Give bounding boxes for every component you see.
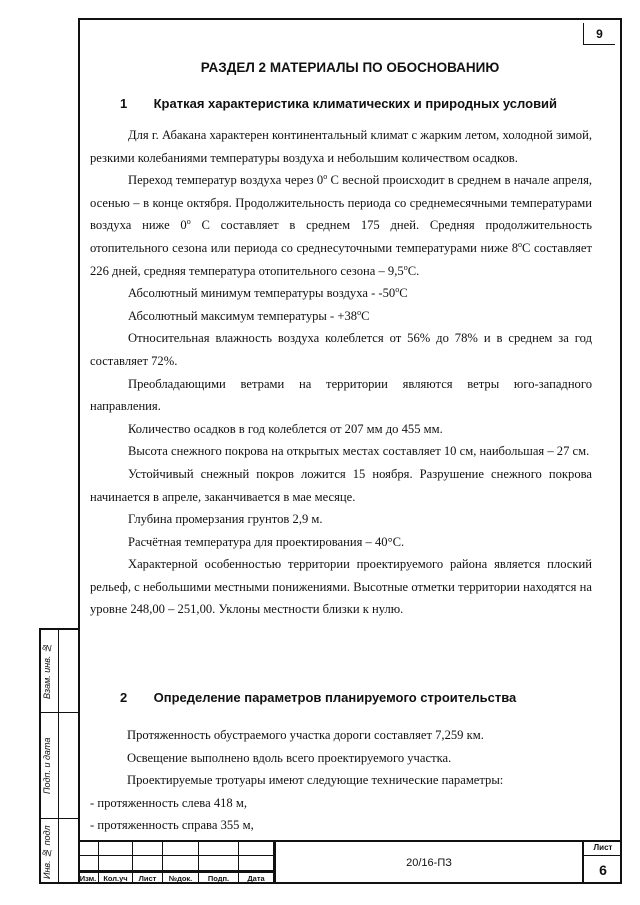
paragraph: Высота снежного покрова на открытых местах составляет 10 см, наибольшая – 27 см. bbox=[128, 444, 590, 459]
paragraph: Абсолютный максимум температуры - $+38^оС$ bbox=[128, 307, 370, 323]
sheet-label: Лист bbox=[584, 842, 622, 856]
paragraph: Устойчивый снежный покров ложится 15 ноября. Разрушение снежного покрова начинается в апреле, заканчивается в мае месяце. bbox=[90, 466, 592, 504]
parameters-text bbox=[90, 724, 597, 837]
stamp-header-change: Изм. bbox=[78, 871, 99, 884]
paragraph: Освещение выполнено вдоль всего проектируемого участка. bbox=[127, 750, 452, 765]
title-block bbox=[78, 840, 622, 884]
page-number-box: 9 bbox=[583, 23, 615, 45]
stamp-header-date: Дата bbox=[239, 871, 274, 884]
heading-text: Краткая характеристика климатических и природных условий bbox=[153, 96, 558, 111]
paragraph: Переход температур воздуха через $0^о$ С весной происходит в среднем в начале апреля, осенью – в конце октября. Продолжительность периода со среднемесячными температурами воздуха ниже $0^о$ С составляет в среднем 175 дней. Средняя продолжительность отопительного сезона или периода со среднесуточными температурами ниже $8^оС$ составляет 226 дней, средняя температура отопительного сезона – $9,5^оС$. bbox=[90, 172, 593, 278]
side-stamp bbox=[39, 628, 78, 884]
sheet-box bbox=[582, 840, 622, 884]
paragraph: Абсолютный минимум температуры воздуха - $-50^оС$ bbox=[128, 284, 408, 301]
stamp-header-sheet: Лист bbox=[133, 871, 163, 884]
list-item: - протяженность справа 355 м, bbox=[90, 818, 254, 833]
paragraph: Количество осадков в год колеблется от 207 мм до 455 мм. bbox=[128, 421, 443, 436]
side-label-sign-date: Подп. и дата bbox=[42, 737, 52, 795]
paragraph: Характерной особенностью территории проектируемого района является плоский рельеф, с небольшими местными понижениями. Высотные отметки территории находятся на уровне 248,00 – 251,00. Уклоны местности близки к нулю. bbox=[90, 557, 592, 617]
paragraph: Относительная влажность воздуха колеблется от 56% до 78% и в среднем за год составляет 72%. bbox=[90, 331, 592, 368]
stamp-header-count: Кол.уч bbox=[99, 871, 133, 884]
side-label-orig-inv: Инв. № подл bbox=[42, 825, 52, 879]
stamp-header-sign: Подп. bbox=[199, 871, 239, 884]
stamp-header-docnum: №док. bbox=[163, 871, 199, 884]
document-code: 20/16-ПЗ bbox=[274, 840, 582, 884]
paragraph: Протяженность обустраемого участка дороги составляет 7,259 км. bbox=[127, 728, 484, 742]
climate-text bbox=[90, 124, 592, 621]
heading-number: 2 bbox=[120, 690, 128, 705]
paragraph: Расчётная температура для проектирования – 40°С. bbox=[128, 534, 405, 549]
heading-parameters bbox=[120, 690, 516, 705]
paragraph: Проектируемые тротуары имеют следующие технические параметры: bbox=[127, 773, 504, 788]
heading-number: 1 bbox=[120, 96, 128, 111]
list-item: - протяженность слева 418 м, bbox=[90, 795, 247, 810]
section-title: РАЗДЕЛ 2 МАТЕРИАЛЫ ПО ОБОСНОВАНИЮ bbox=[200, 60, 500, 75]
heading-text: Определение параметров планируемого строительства bbox=[153, 690, 517, 705]
heading-climate bbox=[120, 96, 557, 111]
paragraph: Для г. Абакана характерен континентальный климат с жарким летом, холодной зимой, резкими колебаниями температуры воздуха и небольшим количеством осадков. bbox=[90, 128, 592, 165]
sheet-number: 6 bbox=[599, 862, 607, 878]
paragraph: Глубина промерзания грунтов 2,9 м. bbox=[128, 512, 323, 527]
side-label-replace-inv: Взам. инв. № bbox=[42, 643, 52, 699]
paragraph: Преобладающими ветрами на территории являются ветры юго-западного направления. bbox=[90, 376, 592, 414]
